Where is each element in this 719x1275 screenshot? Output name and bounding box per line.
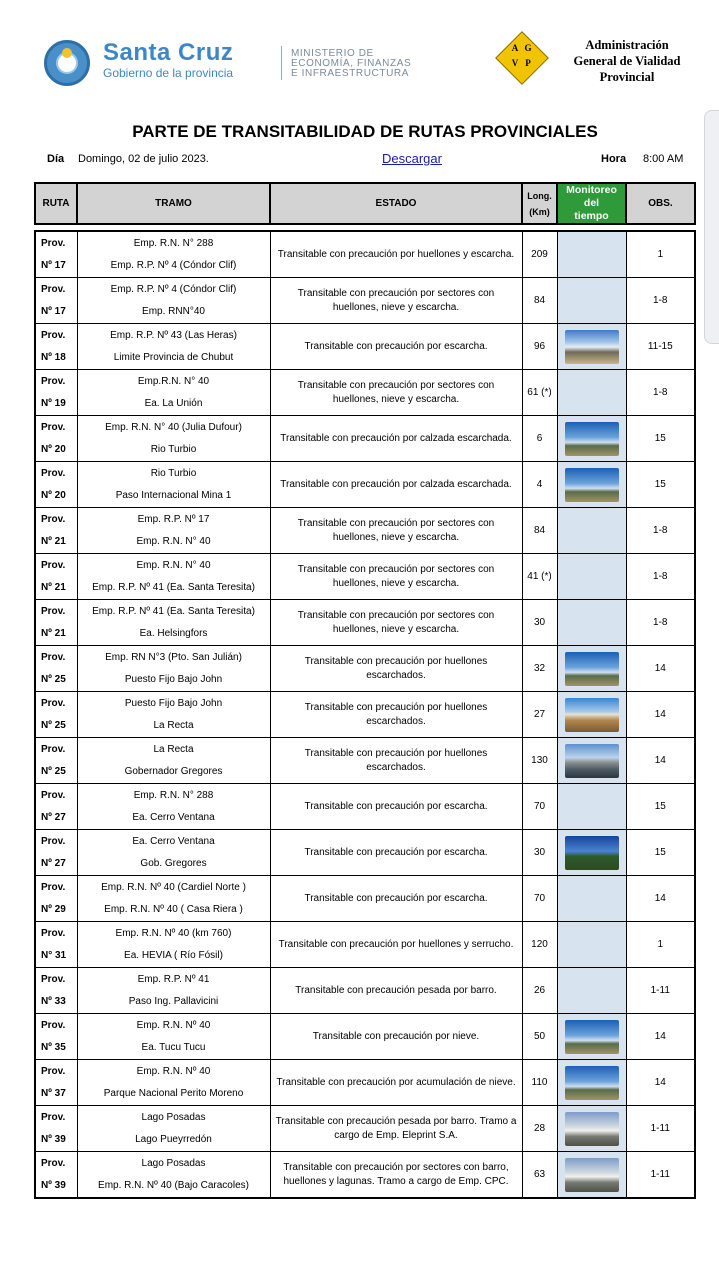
weather-camera-thumbnail[interactable] bbox=[565, 1158, 619, 1192]
table-row bbox=[35, 416, 695, 462]
cell-ruta: Prov. Nº 33 bbox=[35, 968, 77, 1014]
table-row bbox=[35, 1060, 695, 1106]
cell-ruta: Prov. Nº 21 bbox=[35, 508, 77, 554]
cell-km: 120 bbox=[522, 922, 557, 968]
cell-monitoreo bbox=[557, 278, 626, 324]
cell-monitoreo bbox=[557, 1106, 626, 1152]
cell-tramo: Emp. R.P. Nº 41 (Ea. Santa Teresita) Ea. Helsingfors bbox=[77, 600, 270, 646]
weather-camera-thumbnail[interactable] bbox=[565, 468, 619, 502]
cell-ruta: Prov. Nº 19 bbox=[35, 370, 77, 416]
brand-block bbox=[103, 40, 233, 80]
cell-monitoreo bbox=[557, 784, 626, 830]
table-row bbox=[35, 600, 695, 646]
cell-km: 27 bbox=[522, 692, 557, 738]
cell-km: 6 bbox=[522, 416, 557, 462]
cell-km: 110 bbox=[522, 1060, 557, 1106]
cell-monitoreo bbox=[557, 554, 626, 600]
routes-table bbox=[34, 230, 696, 1199]
table-row bbox=[35, 554, 695, 600]
table-row bbox=[35, 370, 695, 416]
santa-cruz-seal-icon bbox=[44, 40, 90, 86]
table-row bbox=[35, 784, 695, 830]
cell-km: 50 bbox=[522, 1014, 557, 1060]
cell-monitoreo bbox=[557, 646, 626, 692]
agvp-logo-icon: A G V P bbox=[494, 30, 548, 84]
cell-obs: 1-8 bbox=[626, 278, 695, 324]
cell-obs: 1-8 bbox=[626, 600, 695, 646]
cell-estado: Transitable con precaución por sectores con huellones, nieve y escarcha. bbox=[270, 554, 522, 600]
table-row bbox=[35, 1014, 695, 1060]
cell-km: 41 (*) bbox=[522, 554, 557, 600]
cell-estado: Transitable con precaución por escarcha. bbox=[270, 876, 522, 922]
cell-tramo: Emp. R.P. Nº 41 Paso Ing. Pallavicini bbox=[77, 968, 270, 1014]
cell-tramo: Emp.R.N. N° 40 Ea. La Unión bbox=[77, 370, 270, 416]
cell-tramo: Emp. R.N. N° 40 Emp. R.P. Nº 41 (Ea. Santa Teresita) bbox=[77, 554, 270, 600]
col-ruta: RUTA bbox=[35, 183, 77, 224]
scrollbar-handle[interactable] bbox=[704, 110, 719, 344]
cell-tramo: Emp. R.N. Nº 40 (km 760) Ea. HEVIA ( Río Fósil) bbox=[77, 922, 270, 968]
cell-obs: 14 bbox=[626, 738, 695, 784]
cell-obs: 1 bbox=[626, 231, 695, 278]
cell-km: 84 bbox=[522, 508, 557, 554]
cell-obs: 14 bbox=[626, 646, 695, 692]
cell-monitoreo bbox=[557, 231, 626, 278]
cell-monitoreo bbox=[557, 738, 626, 784]
cell-monitoreo bbox=[557, 876, 626, 922]
cell-estado: Transitable con precaución por sectores con huellones, nieve y escarcha. bbox=[270, 370, 522, 416]
cell-estado: Transitable con precaución por sectores con barro, huellones y lagunas. Tramo a cargo de Emp. CPC. bbox=[270, 1152, 522, 1199]
table-row bbox=[35, 1152, 695, 1199]
cell-tramo: Puesto Fijo Bajo John La Recta bbox=[77, 692, 270, 738]
col-monitoreo: Monitoreo del tiempo bbox=[557, 183, 626, 224]
cell-estado: Transitable con precaución por huellones escarchados. bbox=[270, 692, 522, 738]
cell-obs: 1 bbox=[626, 922, 695, 968]
cell-ruta: Prov. Nº 35 bbox=[35, 1014, 77, 1060]
cell-tramo: Emp. R.N. Nº 40 Parque Nacional Perito Moreno bbox=[77, 1060, 270, 1106]
cell-tramo: Emp. RN N°3 (Pto. San Julián) Puesto Fijo Bajo John bbox=[77, 646, 270, 692]
cell-km: 209 bbox=[522, 231, 557, 278]
cell-obs: 15 bbox=[626, 830, 695, 876]
cell-estado: Transitable con precaución por escarcha. bbox=[270, 784, 522, 830]
cell-estado: Transitable con precaución por calzada escarchada. bbox=[270, 462, 522, 508]
cell-tramo: Emp. R.N. N° 288 Ea. Cerro Ventana bbox=[77, 784, 270, 830]
cell-obs: 1-8 bbox=[626, 554, 695, 600]
table-row bbox=[35, 968, 695, 1014]
cell-monitoreo bbox=[557, 416, 626, 462]
cell-monitoreo bbox=[557, 462, 626, 508]
weather-camera-thumbnail[interactable] bbox=[565, 1020, 619, 1054]
weather-camera-thumbnail[interactable] bbox=[565, 836, 619, 870]
cell-ruta: Prov. Nº 21 bbox=[35, 554, 77, 600]
cell-tramo: La Recta Gobernador Gregores bbox=[77, 738, 270, 784]
cell-km: 70 bbox=[522, 876, 557, 922]
cell-obs: 1-8 bbox=[626, 370, 695, 416]
table-header bbox=[34, 182, 696, 225]
weather-camera-thumbnail[interactable] bbox=[565, 698, 619, 732]
table-row bbox=[35, 876, 695, 922]
table-row bbox=[35, 738, 695, 784]
cell-obs: 15 bbox=[626, 462, 695, 508]
cell-ruta: Prov. Nº 25 bbox=[35, 738, 77, 784]
page-header bbox=[0, 0, 719, 110]
cell-estado: Transitable con precaución por huellones escarchados. bbox=[270, 738, 522, 784]
cell-estado: Transitable con precaución por huellones y serrucho. bbox=[270, 922, 522, 968]
cell-monitoreo bbox=[557, 1014, 626, 1060]
cell-ruta: Prov. Nº 29 bbox=[35, 876, 77, 922]
ministry-name: MINISTERIO DE ECONOMÍA, FINANZAS E INFRAESTRUCTURA bbox=[291, 48, 412, 79]
cell-km: 61 (*) bbox=[522, 370, 557, 416]
cell-monitoreo bbox=[557, 692, 626, 738]
cell-ruta: Prov. Nº 25 bbox=[35, 646, 77, 692]
cell-tramo: Ea. Cerro Ventana Gob. Gregores bbox=[77, 830, 270, 876]
cell-tramo: Emp. R.P. Nº 17 Emp. R.N. N° 40 bbox=[77, 508, 270, 554]
cell-ruta: Prov. Nº 20 bbox=[35, 416, 77, 462]
cell-km: 4 bbox=[522, 462, 557, 508]
hour-label: Hora bbox=[601, 153, 627, 165]
cell-monitoreo bbox=[557, 922, 626, 968]
agency-name: Administración General de Vialidad Provincial bbox=[573, 38, 681, 84]
cell-km: 84 bbox=[522, 278, 557, 324]
cell-obs: 14 bbox=[626, 1060, 695, 1106]
cell-tramo: Rio Turbio Paso Internacional Mina 1 bbox=[77, 462, 270, 508]
cell-ruta: Prov. Nº 39 bbox=[35, 1106, 77, 1152]
cell-km: 130 bbox=[522, 738, 557, 784]
header-divider bbox=[281, 46, 282, 80]
cell-estado: Transitable con precaución por sectores con huellones, nieve y escarcha. bbox=[270, 600, 522, 646]
table-row bbox=[35, 231, 695, 278]
cell-km: 28 bbox=[522, 1106, 557, 1152]
table-row bbox=[35, 462, 695, 508]
cell-ruta: Prov. Nº 18 bbox=[35, 324, 77, 370]
day-label: Día bbox=[47, 153, 65, 165]
cell-monitoreo bbox=[557, 1152, 626, 1199]
cell-estado: Transitable con precaución por sectores con huellones, nieve y escarcha. bbox=[270, 508, 522, 554]
cell-ruta: Prov. Nº 27 bbox=[35, 830, 77, 876]
brand-name: Santa Cruz bbox=[103, 39, 234, 66]
cell-ruta: Prov. Nº 20 bbox=[35, 462, 77, 508]
weather-camera-thumbnail[interactable] bbox=[565, 652, 619, 686]
col-obs: OBS. bbox=[626, 183, 695, 224]
cell-tramo: Lago Posadas Emp. R.N. Nº 40 (Bajo Caracoles) bbox=[77, 1152, 270, 1199]
cell-km: 63 bbox=[522, 1152, 557, 1199]
cell-km: 30 bbox=[522, 600, 557, 646]
cell-estado: Transitable con precaución por calzada escarchada. bbox=[270, 416, 522, 462]
cell-tramo: Emp. R.N. Nº 40 Ea. Tucu Tucu bbox=[77, 1014, 270, 1060]
page-title: PARTE DE TRANSITABILIDAD DE RUTAS PROVINCIALES bbox=[132, 122, 598, 141]
cell-ruta: Prov. Nº 25 bbox=[35, 692, 77, 738]
table-row bbox=[35, 922, 695, 968]
table-row bbox=[35, 692, 695, 738]
cell-tramo: Emp. R.P. Nº 43 (Las Heras) Limite Provincia de Chubut bbox=[77, 324, 270, 370]
cell-tramo: Lago Posadas Lago Pueyrredón bbox=[77, 1106, 270, 1152]
cell-estado: Transitable con precaución por escarcha. bbox=[270, 830, 522, 876]
col-estado: ESTADO bbox=[270, 183, 522, 224]
cell-monitoreo bbox=[557, 968, 626, 1014]
cell-monitoreo bbox=[557, 508, 626, 554]
cell-estado: Transitable con precaución por escarcha. bbox=[270, 324, 522, 370]
cell-ruta: Prov. N° 31 bbox=[35, 922, 77, 968]
table-row bbox=[35, 646, 695, 692]
cell-km: 26 bbox=[522, 968, 557, 1014]
cell-monitoreo bbox=[557, 830, 626, 876]
cell-obs: 14 bbox=[626, 1014, 695, 1060]
cell-tramo: Emp. R.N. Nº 40 (Cardiel Norte ) Emp. R.N. Nº 40 ( Casa Riera ) bbox=[77, 876, 270, 922]
col-long: Long. (Km) bbox=[522, 183, 557, 224]
cell-monitoreo bbox=[557, 1060, 626, 1106]
cell-monitoreo bbox=[557, 370, 626, 416]
cell-tramo: Emp. R.N. N° 288 Emp. R.P. Nº 4 (Cóndor Clif) bbox=[77, 231, 270, 278]
cell-estado: Transitable con precaución por acumulación de nieve. bbox=[270, 1060, 522, 1106]
table-row bbox=[35, 1106, 695, 1152]
cell-monitoreo bbox=[557, 600, 626, 646]
day-value: Domingo, 02 de julio 2023. bbox=[78, 153, 209, 165]
cell-estado: Transitable con precaución por huellones escarchados. bbox=[270, 646, 522, 692]
download-link[interactable]: Descargar bbox=[382, 151, 442, 166]
cell-obs: 14 bbox=[626, 876, 695, 922]
cell-ruta: Prov. Nº 21 bbox=[35, 600, 77, 646]
col-tramo: TRAMO bbox=[77, 183, 270, 224]
cell-ruta: Prov. Nº 17 bbox=[35, 231, 77, 278]
cell-km: 32 bbox=[522, 646, 557, 692]
cell-estado: Transitable con precaución por huellones y escarcha. bbox=[270, 231, 522, 278]
table-row bbox=[35, 830, 695, 876]
weather-camera-thumbnail[interactable] bbox=[565, 422, 619, 456]
weather-camera-thumbnail[interactable] bbox=[565, 330, 619, 364]
cell-estado: Transitable con precaución por sectores con huellones, nieve y escarcha. bbox=[270, 278, 522, 324]
cell-estado: Transitable con precaución por nieve. bbox=[270, 1014, 522, 1060]
cell-obs: 15 bbox=[626, 416, 695, 462]
cell-obs: 1-8 bbox=[626, 508, 695, 554]
cell-obs: 15 bbox=[626, 784, 695, 830]
cell-km: 96 bbox=[522, 324, 557, 370]
cell-km: 70 bbox=[522, 784, 557, 830]
cell-obs: 1-11 bbox=[626, 968, 695, 1014]
cell-ruta: Prov. Nº 37 bbox=[35, 1060, 77, 1106]
cell-estado: Transitable con precaución pesada por barro. bbox=[270, 968, 522, 1014]
cell-obs: 14 bbox=[626, 692, 695, 738]
cell-estado: Transitable con precaución pesada por barro. Tramo a cargo de Emp. Eleprint S.A. bbox=[270, 1106, 522, 1152]
brand-subtitle: Gobierno de la provincia bbox=[103, 66, 234, 80]
table-row bbox=[35, 278, 695, 324]
cell-ruta: Prov. Nº 39 bbox=[35, 1152, 77, 1199]
weather-camera-thumbnail[interactable] bbox=[565, 744, 619, 778]
table-row bbox=[35, 508, 695, 554]
table-row bbox=[35, 324, 695, 370]
weather-camera-thumbnail[interactable] bbox=[565, 1066, 619, 1100]
cell-obs: 1-11 bbox=[626, 1106, 695, 1152]
cell-obs: 11-15 bbox=[626, 324, 695, 370]
cell-obs: 1-11 bbox=[626, 1152, 695, 1199]
cell-monitoreo bbox=[557, 324, 626, 370]
cell-tramo: Emp. R.N. N° 40 (Julia Dufour) Rio Turbio bbox=[77, 416, 270, 462]
cell-tramo: Emp. R.P. Nº 4 (Cóndor Clif) Emp. RNN°40 bbox=[77, 278, 270, 324]
weather-camera-thumbnail[interactable] bbox=[565, 1112, 619, 1146]
cell-ruta: Prov. Nº 27 bbox=[35, 784, 77, 830]
cell-km: 30 bbox=[522, 830, 557, 876]
cell-ruta: Prov. Nº 17 bbox=[35, 278, 77, 324]
hour-value: 8:00 AM bbox=[643, 153, 684, 165]
